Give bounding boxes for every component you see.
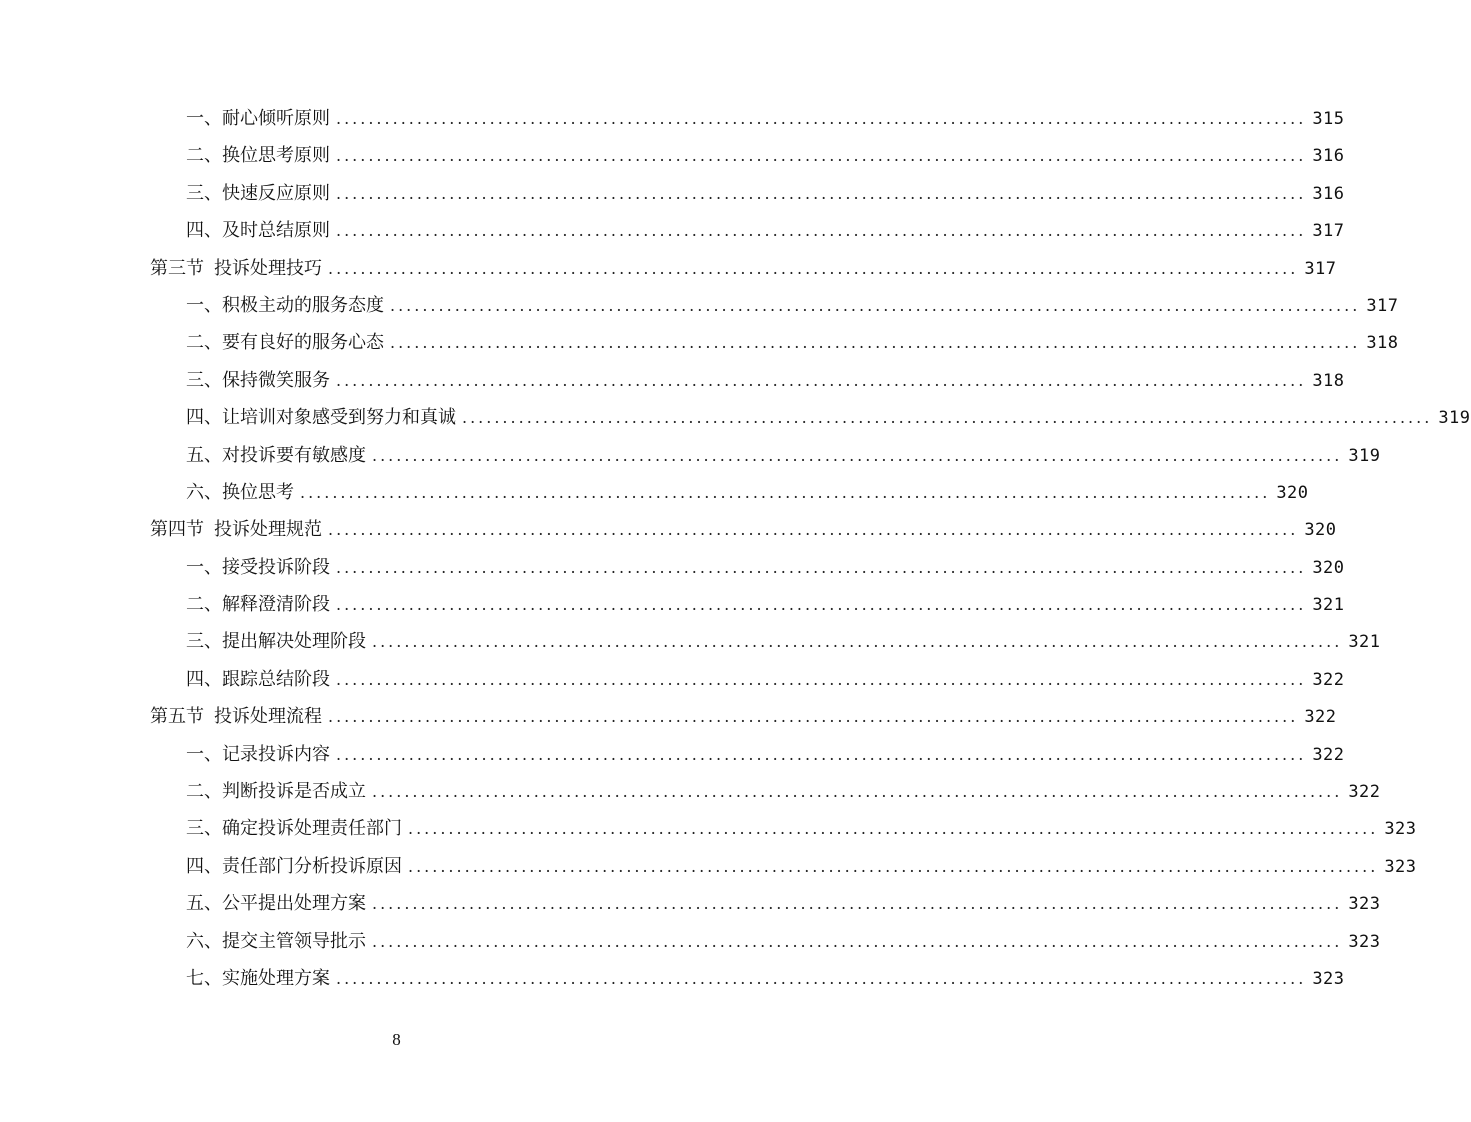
dot-leader: ........................................................................................................................ bbox=[408, 856, 1379, 876]
toc-section-number: 第五节 bbox=[150, 706, 204, 728]
toc-entry[interactable] bbox=[150, 773, 1381, 810]
dot-leader: ........................................................................................................................ bbox=[336, 146, 1307, 166]
toc-entry[interactable] bbox=[150, 810, 1417, 847]
toc-entry-page: 319 bbox=[1438, 408, 1471, 429]
toc-entry[interactable] bbox=[150, 324, 1399, 361]
toc-entry-title: 一、接受投诉阶段 bbox=[186, 556, 330, 578]
toc-entry-page: 322 bbox=[1312, 669, 1345, 690]
dot-leader: ........................................................................................................................ bbox=[336, 109, 1307, 128]
toc-entry[interactable] bbox=[150, 175, 1345, 212]
toc-entry-title: 一、耐心倾听原则 bbox=[186, 108, 330, 129]
dot-leader: ........................................................................................................................ bbox=[336, 669, 1307, 689]
table-of-contents bbox=[150, 100, 1471, 997]
toc-entry-page: 322 bbox=[1304, 707, 1337, 728]
dot-leader: ........................................................................................................................ bbox=[372, 894, 1343, 914]
toc-entry-page: 317 bbox=[1304, 258, 1337, 279]
toc-entry-title: 三、快速反应原则 bbox=[186, 182, 330, 204]
toc-entry[interactable] bbox=[150, 960, 1345, 997]
dot-leader: ........................................................................................................................ bbox=[336, 183, 1307, 203]
dot-leader: ........................................................................................................................ bbox=[336, 557, 1307, 577]
toc-entry-page: 320 bbox=[1312, 557, 1345, 578]
toc-section-entry[interactable] bbox=[150, 250, 1337, 287]
toc-entry[interactable] bbox=[150, 474, 1309, 511]
toc-entry[interactable] bbox=[150, 437, 1381, 474]
dot-leader: ........................................................................................................................ bbox=[372, 782, 1343, 802]
toc-entry-page: 322 bbox=[1312, 744, 1345, 765]
dot-leader: ........................................................................................................................ bbox=[336, 968, 1307, 988]
dot-leader: ........................................................................................................................ bbox=[462, 408, 1433, 428]
toc-entry-page: 320 bbox=[1304, 520, 1337, 541]
toc-entry-title: 五、公平提出处理方案 bbox=[186, 893, 366, 915]
dot-leader: ........................................................................................................................ bbox=[390, 295, 1361, 315]
dot-leader: ........................................................................................................................ bbox=[328, 707, 1299, 727]
toc-entry-title: 投诉处理流程 bbox=[214, 706, 322, 728]
dot-leader: ........................................................................................................................ bbox=[372, 632, 1343, 652]
toc-entry[interactable] bbox=[150, 848, 1417, 885]
toc-entry-title: 三、确定投诉处理责任部门 bbox=[186, 818, 402, 840]
toc-entry-title: 四、让培训对象感受到努力和真诚 bbox=[186, 407, 456, 429]
toc-entry-page: 316 bbox=[1312, 146, 1345, 167]
toc-entry[interactable] bbox=[150, 885, 1381, 922]
toc-entry-title: 二、换位思考原则 bbox=[186, 145, 330, 167]
toc-entry-title: 四、及时总结原则 bbox=[186, 220, 330, 242]
toc-entry-page: 320 bbox=[1276, 482, 1309, 503]
toc-entry[interactable] bbox=[150, 100, 1345, 137]
toc-entry[interactable] bbox=[150, 362, 1345, 399]
toc-entry-page: 315 bbox=[1312, 109, 1345, 129]
toc-section-entry[interactable] bbox=[150, 698, 1337, 735]
toc-entry-page: 317 bbox=[1366, 295, 1399, 316]
toc-entry-title: 四、责任部门分析投诉原因 bbox=[186, 855, 402, 877]
page-number: 8 bbox=[392, 1030, 401, 1049]
dot-leader: ........................................................................................................................ bbox=[328, 258, 1299, 278]
toc-entry[interactable] bbox=[150, 212, 1345, 249]
toc-entry-page: 322 bbox=[1348, 782, 1381, 803]
toc-entry[interactable] bbox=[150, 137, 1345, 174]
toc-entry-title: 七、实施处理方案 bbox=[186, 967, 330, 989]
toc-entry-page: 323 bbox=[1348, 931, 1381, 952]
toc-entry[interactable] bbox=[150, 549, 1345, 586]
toc-entry[interactable] bbox=[150, 736, 1345, 773]
toc-entry[interactable] bbox=[150, 923, 1381, 960]
toc-entry-title: 六、提交主管领导批示 bbox=[186, 930, 366, 952]
toc-entry-page: 319 bbox=[1348, 445, 1381, 466]
toc-entry-page: 323 bbox=[1348, 894, 1381, 915]
toc-section-number: 第四节 bbox=[150, 519, 204, 541]
toc-section-number: 第三节 bbox=[150, 257, 204, 279]
toc-entry-title: 六、换位思考 bbox=[186, 481, 294, 503]
dot-leader: ........................................................................................................................ bbox=[336, 221, 1307, 241]
toc-entry[interactable] bbox=[150, 399, 1471, 436]
toc-entry-title: 二、解释澄清阶段 bbox=[186, 594, 330, 616]
toc-entry-title: 二、要有良好的服务心态 bbox=[186, 332, 384, 354]
toc-entry[interactable] bbox=[150, 287, 1399, 324]
toc-entry-page: 321 bbox=[1312, 595, 1345, 616]
dot-leader: ........................................................................................................................ bbox=[336, 370, 1307, 390]
dot-leader: ........................................................................................................................ bbox=[300, 482, 1271, 502]
toc-entry-page: 321 bbox=[1348, 632, 1381, 653]
toc-entry-title: 一、记录投诉内容 bbox=[186, 743, 330, 765]
toc-entry[interactable] bbox=[150, 586, 1345, 623]
dot-leader: ........................................................................................................................ bbox=[408, 819, 1379, 839]
toc-entry-title: 三、保持微笑服务 bbox=[186, 369, 330, 391]
toc-entry-title: 五、对投诉要有敏感度 bbox=[186, 444, 366, 466]
toc-entry-page: 323 bbox=[1384, 819, 1417, 840]
dot-leader: ........................................................................................................................ bbox=[336, 744, 1307, 764]
dot-leader: ........................................................................................................................ bbox=[390, 333, 1361, 353]
toc-entry-title: 三、提出解决处理阶段 bbox=[186, 631, 366, 653]
toc-entry-title: 投诉处理技巧 bbox=[214, 257, 322, 279]
toc-entry-page: 318 bbox=[1312, 370, 1345, 391]
dot-leader: ........................................................................................................................ bbox=[328, 520, 1299, 540]
toc-entry-page: 316 bbox=[1312, 183, 1345, 204]
toc-entry-title: 一、积极主动的服务态度 bbox=[186, 294, 384, 316]
toc-entry-page: 317 bbox=[1312, 221, 1345, 242]
toc-entry-title: 投诉处理规范 bbox=[214, 519, 322, 541]
toc-entry[interactable] bbox=[150, 661, 1345, 698]
toc-entry-title: 四、跟踪总结阶段 bbox=[186, 668, 330, 690]
dot-leader: ........................................................................................................................ bbox=[372, 445, 1343, 465]
toc-entry-page: 323 bbox=[1384, 856, 1417, 877]
toc-entry-title: 二、判断投诉是否成立 bbox=[186, 781, 366, 803]
toc-entry[interactable] bbox=[150, 623, 1381, 660]
toc-entry-page: 318 bbox=[1366, 333, 1399, 354]
toc-section-entry[interactable] bbox=[150, 511, 1337, 548]
dot-leader: ........................................................................................................................ bbox=[336, 595, 1307, 615]
toc-entry-page: 323 bbox=[1312, 968, 1345, 989]
dot-leader: ........................................................................................................................ bbox=[372, 931, 1343, 951]
